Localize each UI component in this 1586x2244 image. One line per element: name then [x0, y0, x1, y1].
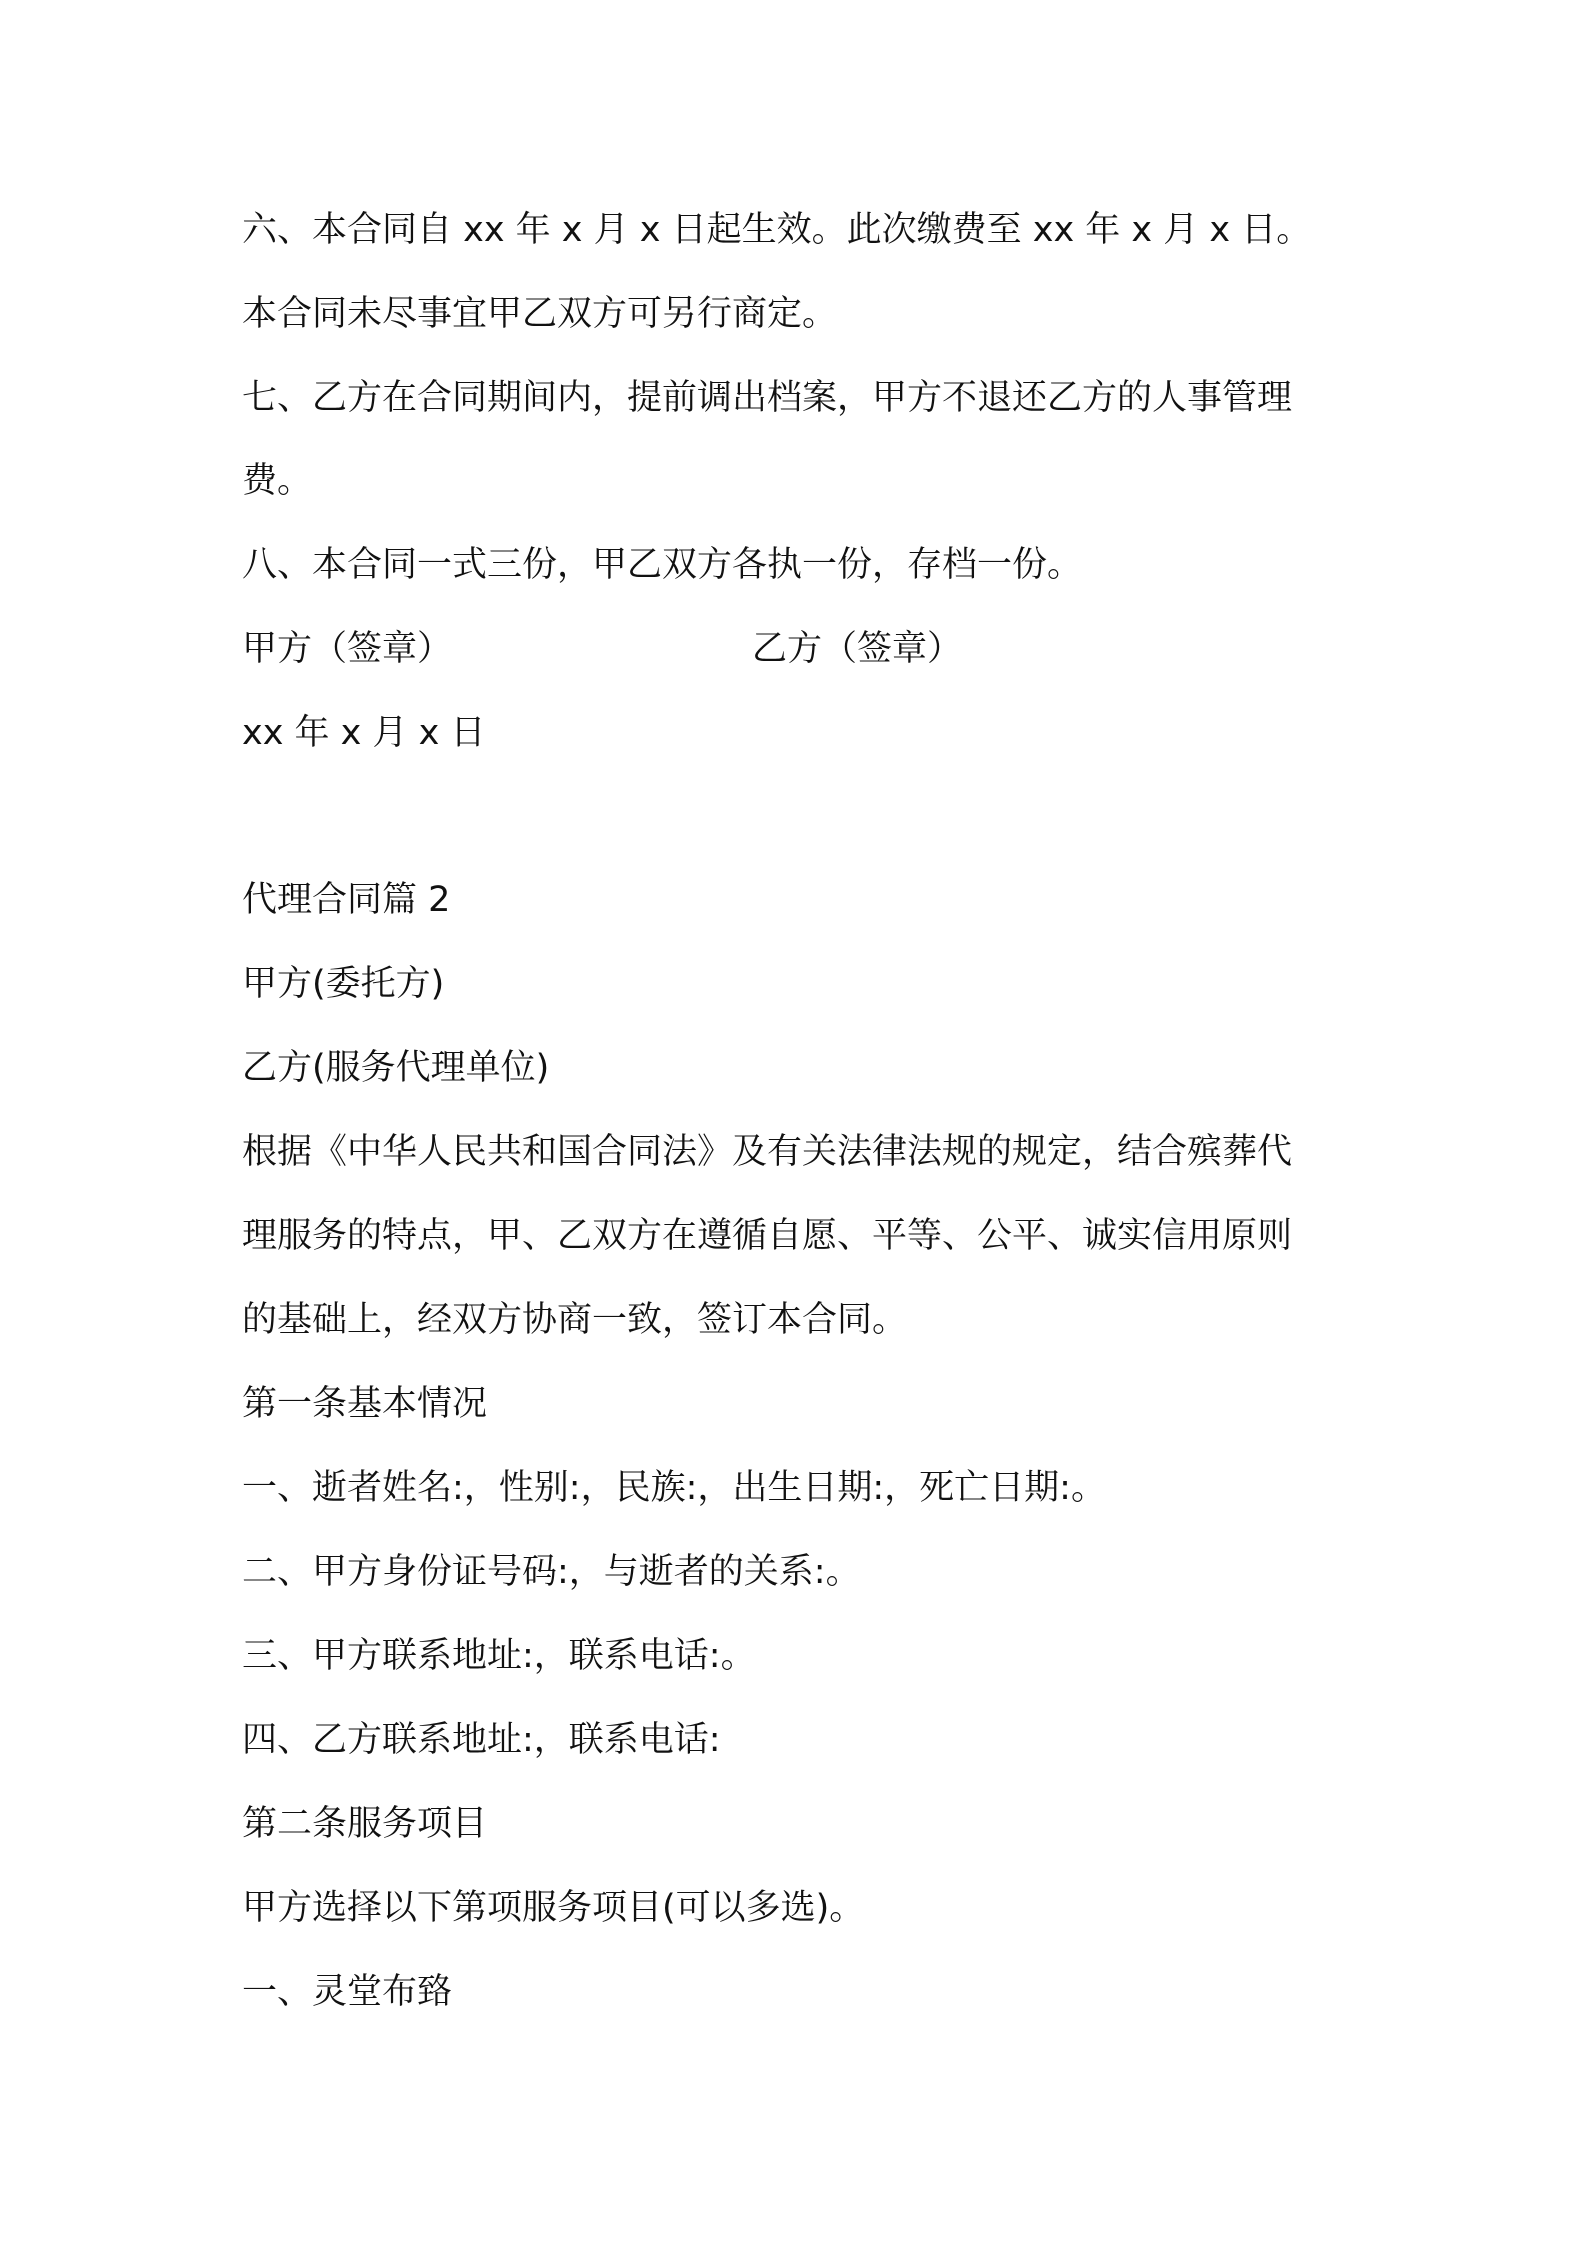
party-b-signature: 乙方（签章） [752, 629, 963, 669]
party-a-signature: 甲方（签章） [242, 629, 453, 669]
section-title: 代理合同篇 2 [242, 880, 451, 920]
party-b-label: 乙方(服务代理单位) [242, 1048, 550, 1088]
preamble-line-2: 理服务的特点，甲、乙双方在遵循自愿、平等、公平、诚实信用原则 [242, 1216, 1293, 1256]
article-one-item-2: 二、甲方身份证号码:，与逝者的关系:。 [242, 1552, 861, 1592]
article-one-item-3: 三、甲方联系地址:，联系电话:。 [242, 1636, 756, 1676]
preamble-line-1: 根据《中华人民共和国合同法》及有关法律法规的规定，结合殡葬代 [242, 1132, 1293, 1172]
clause-seven-line-2: 费。 [242, 461, 313, 501]
article-one-item-1: 一、逝者姓名:，性别:，民族:，出生日期:，死亡日期:。 [242, 1468, 1106, 1508]
clause-seven-line-1: 七、乙方在合同期间内，提前调出档案，甲方不退还乙方的人事管理 [242, 378, 1293, 418]
preamble-line-3: 的基础上，经双方协商一致，签订本合同。 [242, 1300, 908, 1340]
party-a-label: 甲方(委托方) [242, 964, 445, 1004]
signing-date: xx 年 x 月 x 日 [242, 713, 486, 753]
article-two-heading: 第二条服务项目 [242, 1804, 488, 1844]
article-one-heading: 第一条基本情况 [242, 1384, 488, 1424]
article-two-item-1: 一、灵堂布臵 [242, 1972, 453, 2012]
clause-six-line-1: 六、本合同自 xx 年 x 月 x 日起生效。此次缴费至 xx 年 x 月 x 日。 [242, 210, 1312, 250]
clause-six-line-2: 本合同未尽事宜甲乙双方可另行商定。 [242, 294, 838, 334]
clause-eight: 八、本合同一式三份，甲乙双方各执一份，存档一份。 [242, 545, 1083, 585]
article-two-intro: 甲方选择以下第项服务项目(可以多选)。 [242, 1888, 865, 1928]
article-one-item-4: 四、乙方联系地址:，联系电话: [242, 1720, 721, 1760]
